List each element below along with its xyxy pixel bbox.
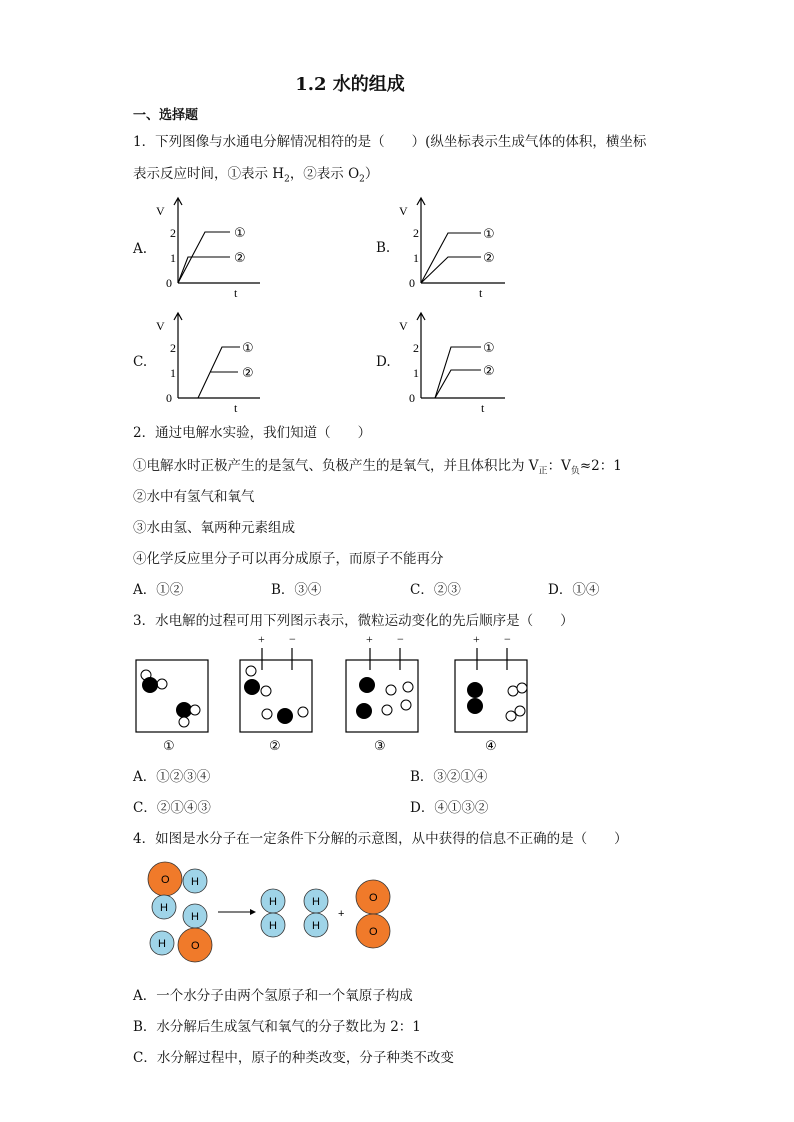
series-2-label: ② [242, 366, 254, 381]
hydrogen-atom [508, 686, 518, 696]
q1-graph-c [150, 310, 270, 415]
q2-stem: 2．通过电解水实验，我们知道（ ） [133, 425, 372, 441]
hydrogen-label: H [158, 938, 166, 950]
tick-2: 2 [413, 226, 419, 240]
y-axis-label: V [156, 319, 165, 333]
q2-option-b[interactable]: B．③④ [271, 582, 322, 598]
oxygen-label: O [369, 926, 378, 938]
hydrogen-atom [515, 706, 525, 716]
x-axis-label: t [481, 401, 485, 415]
series-2-line [178, 257, 230, 283]
hydrogen-label: H [312, 920, 320, 932]
hydrogen-atom [190, 705, 200, 715]
q1-graph-a [150, 195, 270, 300]
oxygen-atom [467, 682, 483, 698]
y-axis-label: V [156, 204, 165, 218]
minus-sign: − [289, 632, 296, 646]
oxygen-label: O [369, 892, 378, 904]
series-2-line [421, 257, 481, 283]
q3-box-3 [346, 660, 418, 732]
tick-0: 0 [409, 391, 415, 405]
q2-option-d[interactable]: D．①④ [548, 582, 600, 598]
q1-option-a-letter: A. [133, 241, 148, 257]
hydrogen-label: H [191, 876, 199, 888]
q3-box-4-label: ④ [485, 739, 497, 754]
series-1-line [421, 233, 481, 283]
plus-sign: + [258, 632, 265, 646]
hydrogen-atom [517, 683, 527, 693]
q2-option-a[interactable]: A．①② [133, 582, 184, 598]
q4-stem: 4．如图是水分子在一定条件下分解的示意图，从中获得的信息不正确的是（ ） [133, 831, 628, 847]
q3-box-3-label: ③ [374, 739, 386, 754]
q2-statement-1: ①电解水时正极产生的是氢气、负极产生的是氧气，并且体积比为 $V_正$：$V_负\approx 2$：1 [133, 458, 622, 477]
oxygen-label: O [191, 940, 200, 952]
oxygen-label: O [161, 874, 170, 886]
q4-option-b[interactable]: B．水分解后生成氢气和氧气的分子数比为 2：1 [133, 1019, 421, 1035]
hydrogen-label: H [191, 911, 199, 923]
series-1-label: ① [234, 226, 246, 241]
q1-stem-line2: 表示反应时间，①表示 $H_2$，②表示 $O_2$） [133, 166, 379, 185]
tick-1: 1 [170, 366, 176, 380]
series-2-label: ② [234, 251, 246, 266]
hydrogen-atom [403, 682, 413, 692]
section-heading: 一、选择题 [133, 108, 199, 123]
y-axis-label: V [399, 204, 408, 218]
q2-statement-4: ④化学反应里分子可以再分成原子，而原子不能再分 [133, 551, 444, 567]
series-1-label: ① [483, 341, 495, 356]
minus-sign: − [397, 632, 404, 646]
q3-option-d[interactable]: D．④①③② [410, 800, 489, 816]
tick-0: 0 [166, 391, 172, 405]
tick-1: 1 [413, 251, 419, 265]
q3-option-c[interactable]: C．②①④③ [133, 800, 211, 816]
plus-sign: + [338, 908, 345, 920]
tick-1: 1 [170, 251, 176, 265]
series-1-label: ① [483, 227, 495, 242]
x-axis-label: t [479, 286, 483, 300]
hydrogen-atom [386, 685, 396, 695]
tick-0: 0 [409, 276, 415, 290]
tick-2: 2 [170, 341, 176, 355]
q1-stem-line1: 1．下列图像与水通电分解情况相符的是（ ）(纵坐标表示生成气体的体积，横坐标 [133, 134, 647, 150]
q1-graph-d [393, 310, 513, 415]
q3-box-2-label: ② [269, 739, 281, 754]
series-1-label: ① [242, 341, 254, 356]
q3-option-b[interactable]: B．③②①④ [410, 769, 488, 785]
plus-sign: + [366, 632, 373, 646]
q3-box-4 [455, 660, 527, 732]
series-2-label: ② [483, 251, 495, 266]
q2-option-c[interactable]: C．②③ [410, 582, 461, 598]
hydrogen-atom [261, 686, 271, 696]
q1-option-c-letter: C. [133, 354, 148, 370]
plus-sign: + [473, 632, 480, 646]
q4-option-a[interactable]: A．一个水分子由两个氢原子和一个氧原子构成 [133, 988, 413, 1004]
oxygen-atom [277, 708, 293, 724]
hydrogen-atom [382, 705, 392, 715]
hydrogen-atom [157, 679, 167, 689]
hydrogen-label: H [312, 896, 320, 908]
hydrogen-label: H [269, 920, 277, 932]
oxygen-atom [142, 677, 158, 693]
tick-2: 2 [413, 341, 419, 355]
hydrogen-atom [298, 707, 308, 717]
hydrogen-atom [401, 700, 411, 710]
tick-2: 2 [170, 226, 176, 240]
page-title: 1.2 水的组成 [295, 74, 405, 95]
q3-stem: 3．水电解的过程可用下列图示表示，微粒运动变化的先后顺序是（ ） [133, 613, 574, 629]
reaction-arrow-head [250, 909, 256, 915]
q2-statement-3: ③水由氢、氧两种元素组成 [133, 520, 295, 536]
q3-electrolysis-diagram [130, 630, 550, 760]
oxygen-atom [467, 698, 483, 714]
q3-box-1-label: ① [163, 739, 175, 754]
hydrogen-atom [179, 717, 189, 727]
minus-sign: − [504, 632, 511, 646]
q1-option-b-letter: B. [376, 240, 391, 256]
tick-1: 1 [413, 366, 419, 380]
oxygen-atom [359, 677, 375, 693]
q2-statement-2: ②水中有氢气和氧气 [133, 489, 255, 505]
y-axis-label: V [399, 319, 408, 333]
oxygen-atom [244, 679, 260, 695]
hydrogen-atom [506, 711, 516, 721]
x-axis-label: t [234, 401, 238, 415]
q4-option-c[interactable]: C．水分解过程中，原子的种类改变，分子种类不改变 [133, 1050, 454, 1066]
oxygen-atom [356, 703, 372, 719]
hydrogen-label: H [269, 896, 277, 908]
x-axis-label: t [234, 286, 238, 300]
q4-decomposition-diagram [140, 855, 410, 967]
tick-0: 0 [166, 276, 172, 290]
hydrogen-label: H [160, 902, 168, 914]
q1-option-d-letter: D. [376, 354, 391, 370]
series-2-label: ② [483, 364, 495, 379]
hydrogen-atom [262, 709, 272, 719]
series-1-line [435, 347, 481, 398]
hydrogen-atom [246, 666, 256, 676]
q3-option-a[interactable]: A．①②③④ [133, 769, 211, 785]
q1-graph-b [393, 195, 513, 300]
